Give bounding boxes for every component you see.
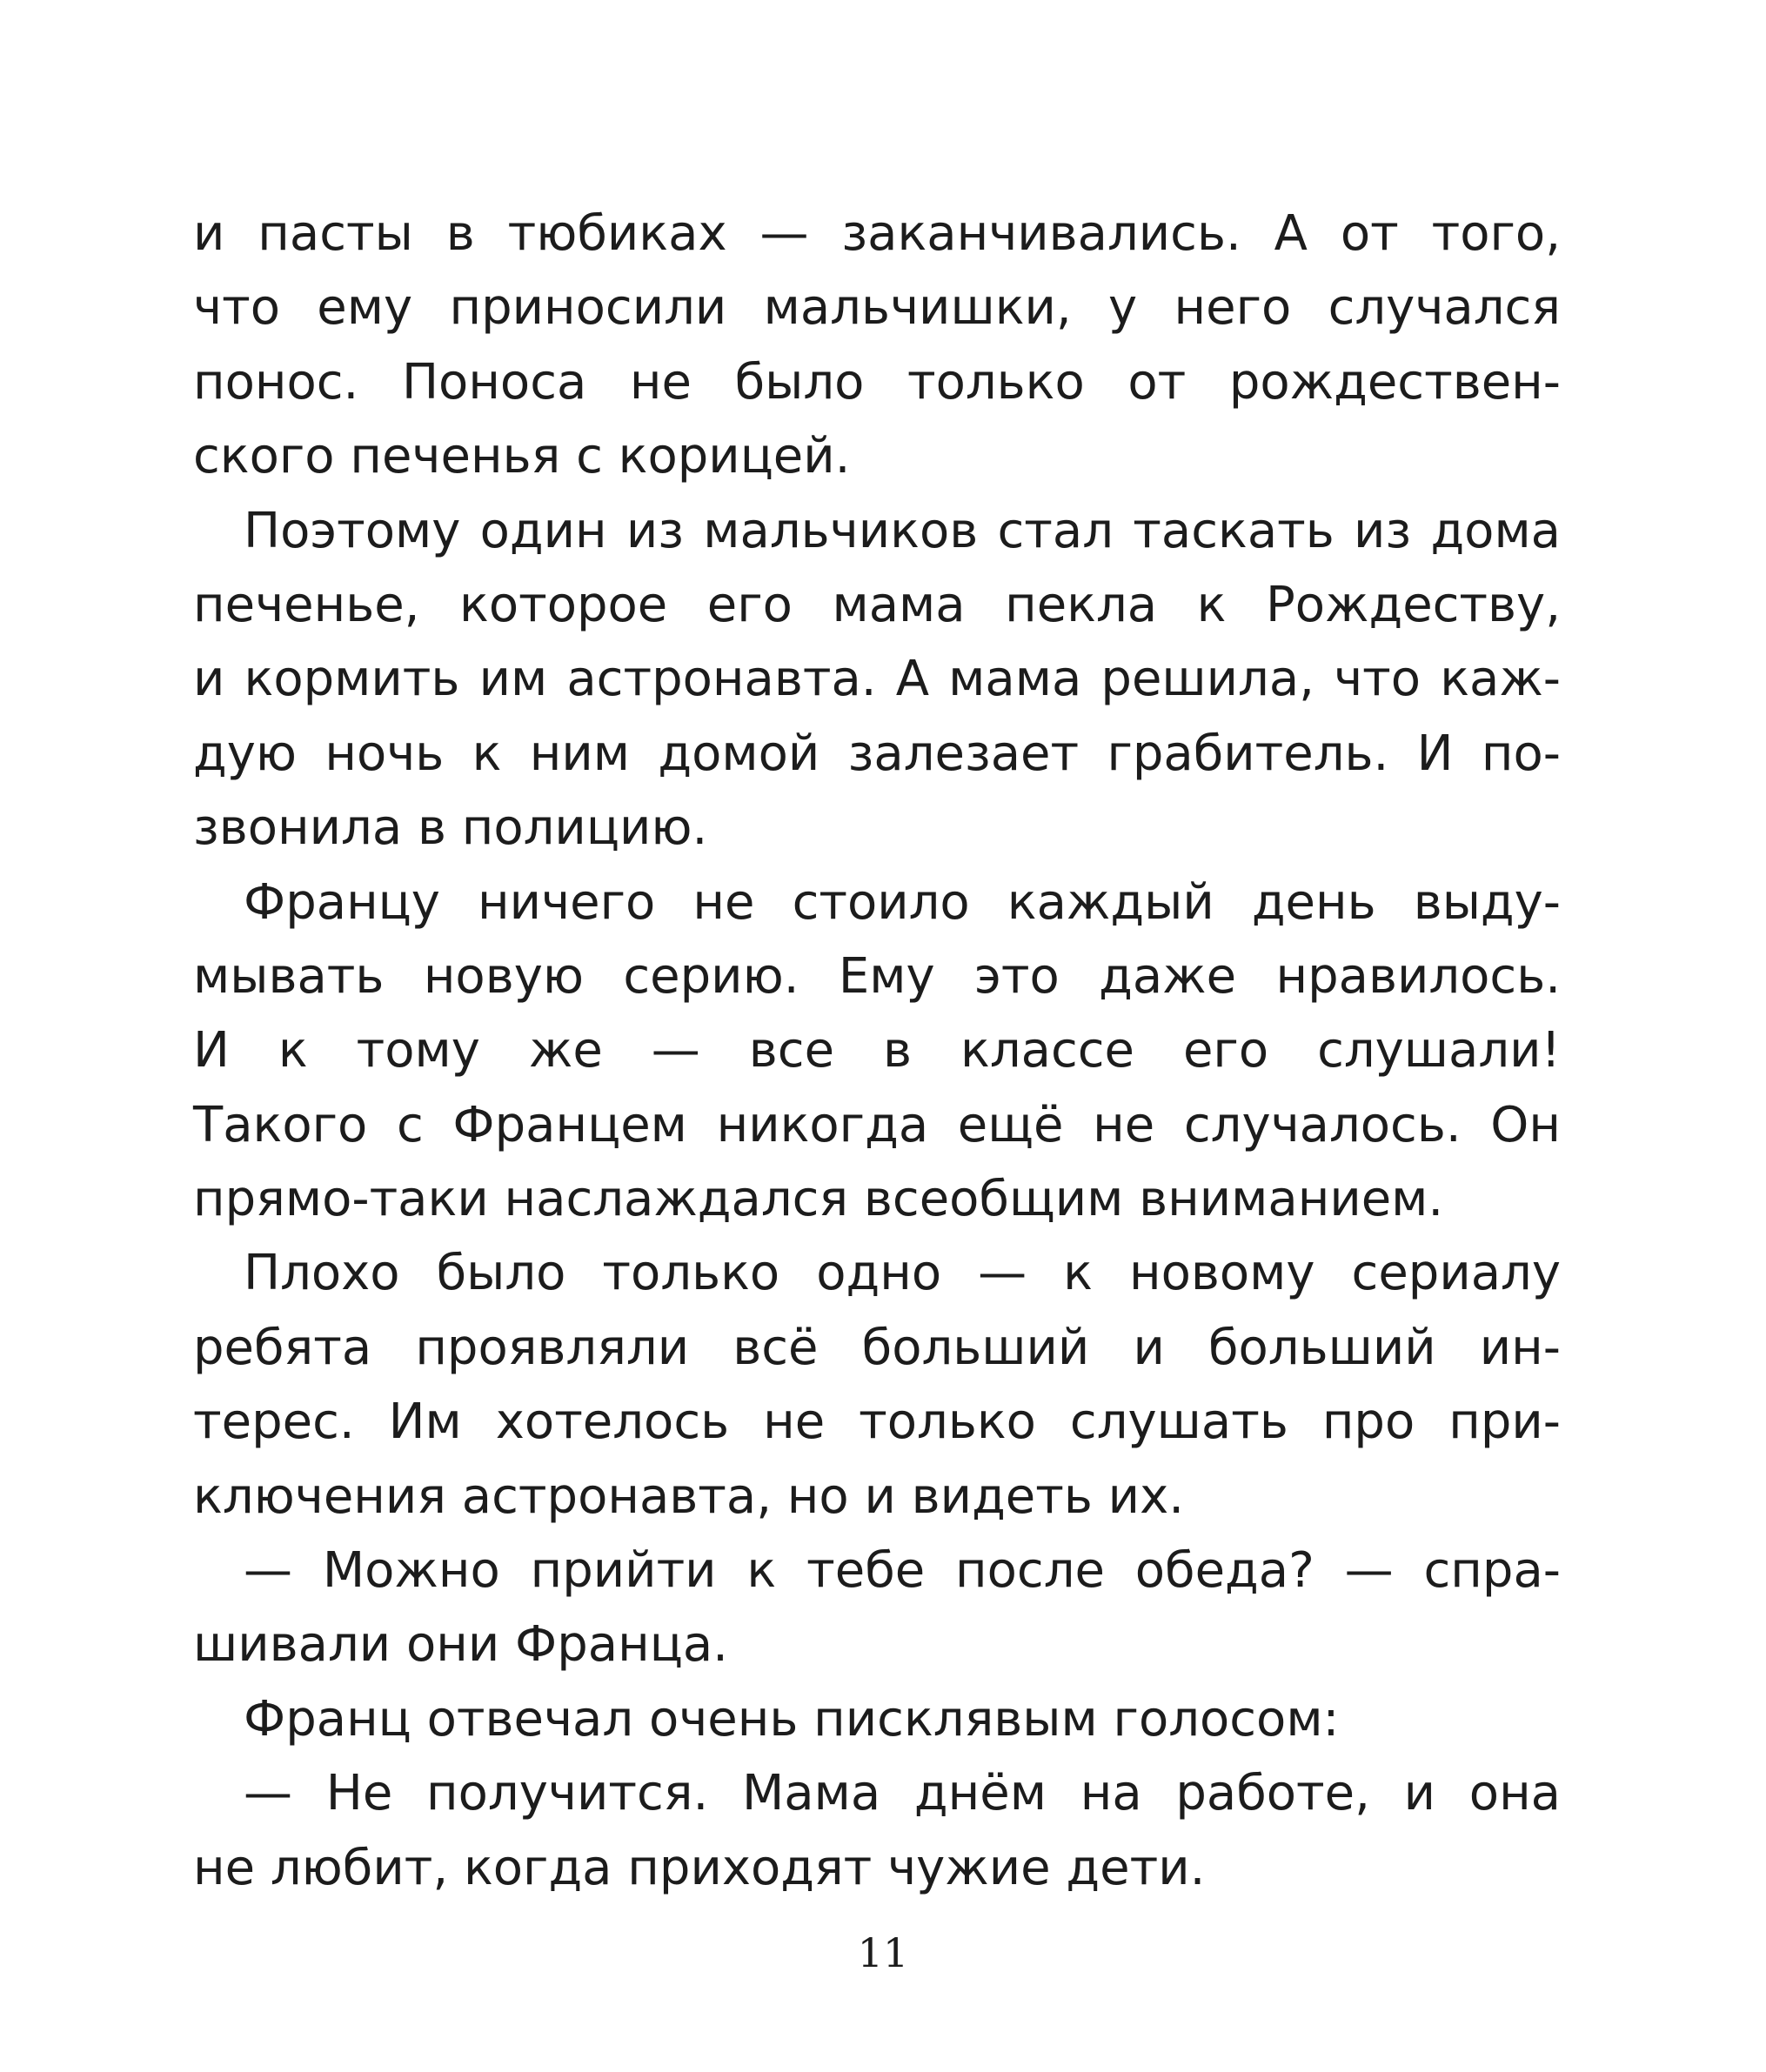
text-line: Плохо было только одно — к новому сериалу	[244, 1245, 1561, 1302]
text-line: Францу ничего не стоило каждый день выду-	[244, 873, 1561, 931]
text-line: — Можно прийти к тебе после обеда? — спра-	[244, 1542, 1561, 1600]
text-line: печенье, которое его мама пекла к Рождеству,	[193, 576, 1561, 633]
text-line: ского печенья с корицей.	[193, 428, 851, 485]
text-line: ключения астронавта, но и видеть их.	[193, 1467, 1185, 1525]
text-line: Франц отвечал очень писклявым голосом:	[244, 1690, 1340, 1748]
text-line: Поэтому один из мальчиков стал таскать из дома	[244, 502, 1561, 559]
text-line: шивали они Франца.	[193, 1616, 728, 1674]
text-line: что ему приносили мальчишки, у него случался	[193, 279, 1561, 337]
text-line: дую ночь к ним домой залезает грабитель. И по-	[193, 725, 1561, 782]
text-line: не любит, когда приходят чужие дети.	[193, 1839, 1206, 1896]
text-line: И к тому же — все в классе его слушали!	[193, 1022, 1561, 1079]
text-line: терес. Им хотелось не только слушать про при-	[193, 1394, 1561, 1451]
text-line: Такого с Францем никогда ещё не случалось. Он	[193, 1096, 1561, 1153]
text-line: ребята проявляли всё больший и больший ин-	[193, 1319, 1561, 1376]
text-line: и пасты в тюбиках — заканчивались. А от того,	[193, 205, 1561, 262]
body-text	[193, 197, 1561, 1905]
text-line: звонила в полицию.	[193, 799, 708, 857]
text-line: и кормить им астронавта. А мама решила, что каж-	[193, 651, 1561, 708]
page-number: 11	[857, 1929, 909, 1976]
text-line: — Не получится. Мама днём на работе, и она	[244, 1765, 1561, 1822]
text-line: мывать новую серию. Ему это даже нравилось.	[193, 947, 1561, 1005]
text-line: прямо-таки наслаждался всеобщим вниманием.	[193, 1171, 1444, 1228]
text-line: понос. Поноса не было только от рождествен-	[193, 353, 1561, 411]
